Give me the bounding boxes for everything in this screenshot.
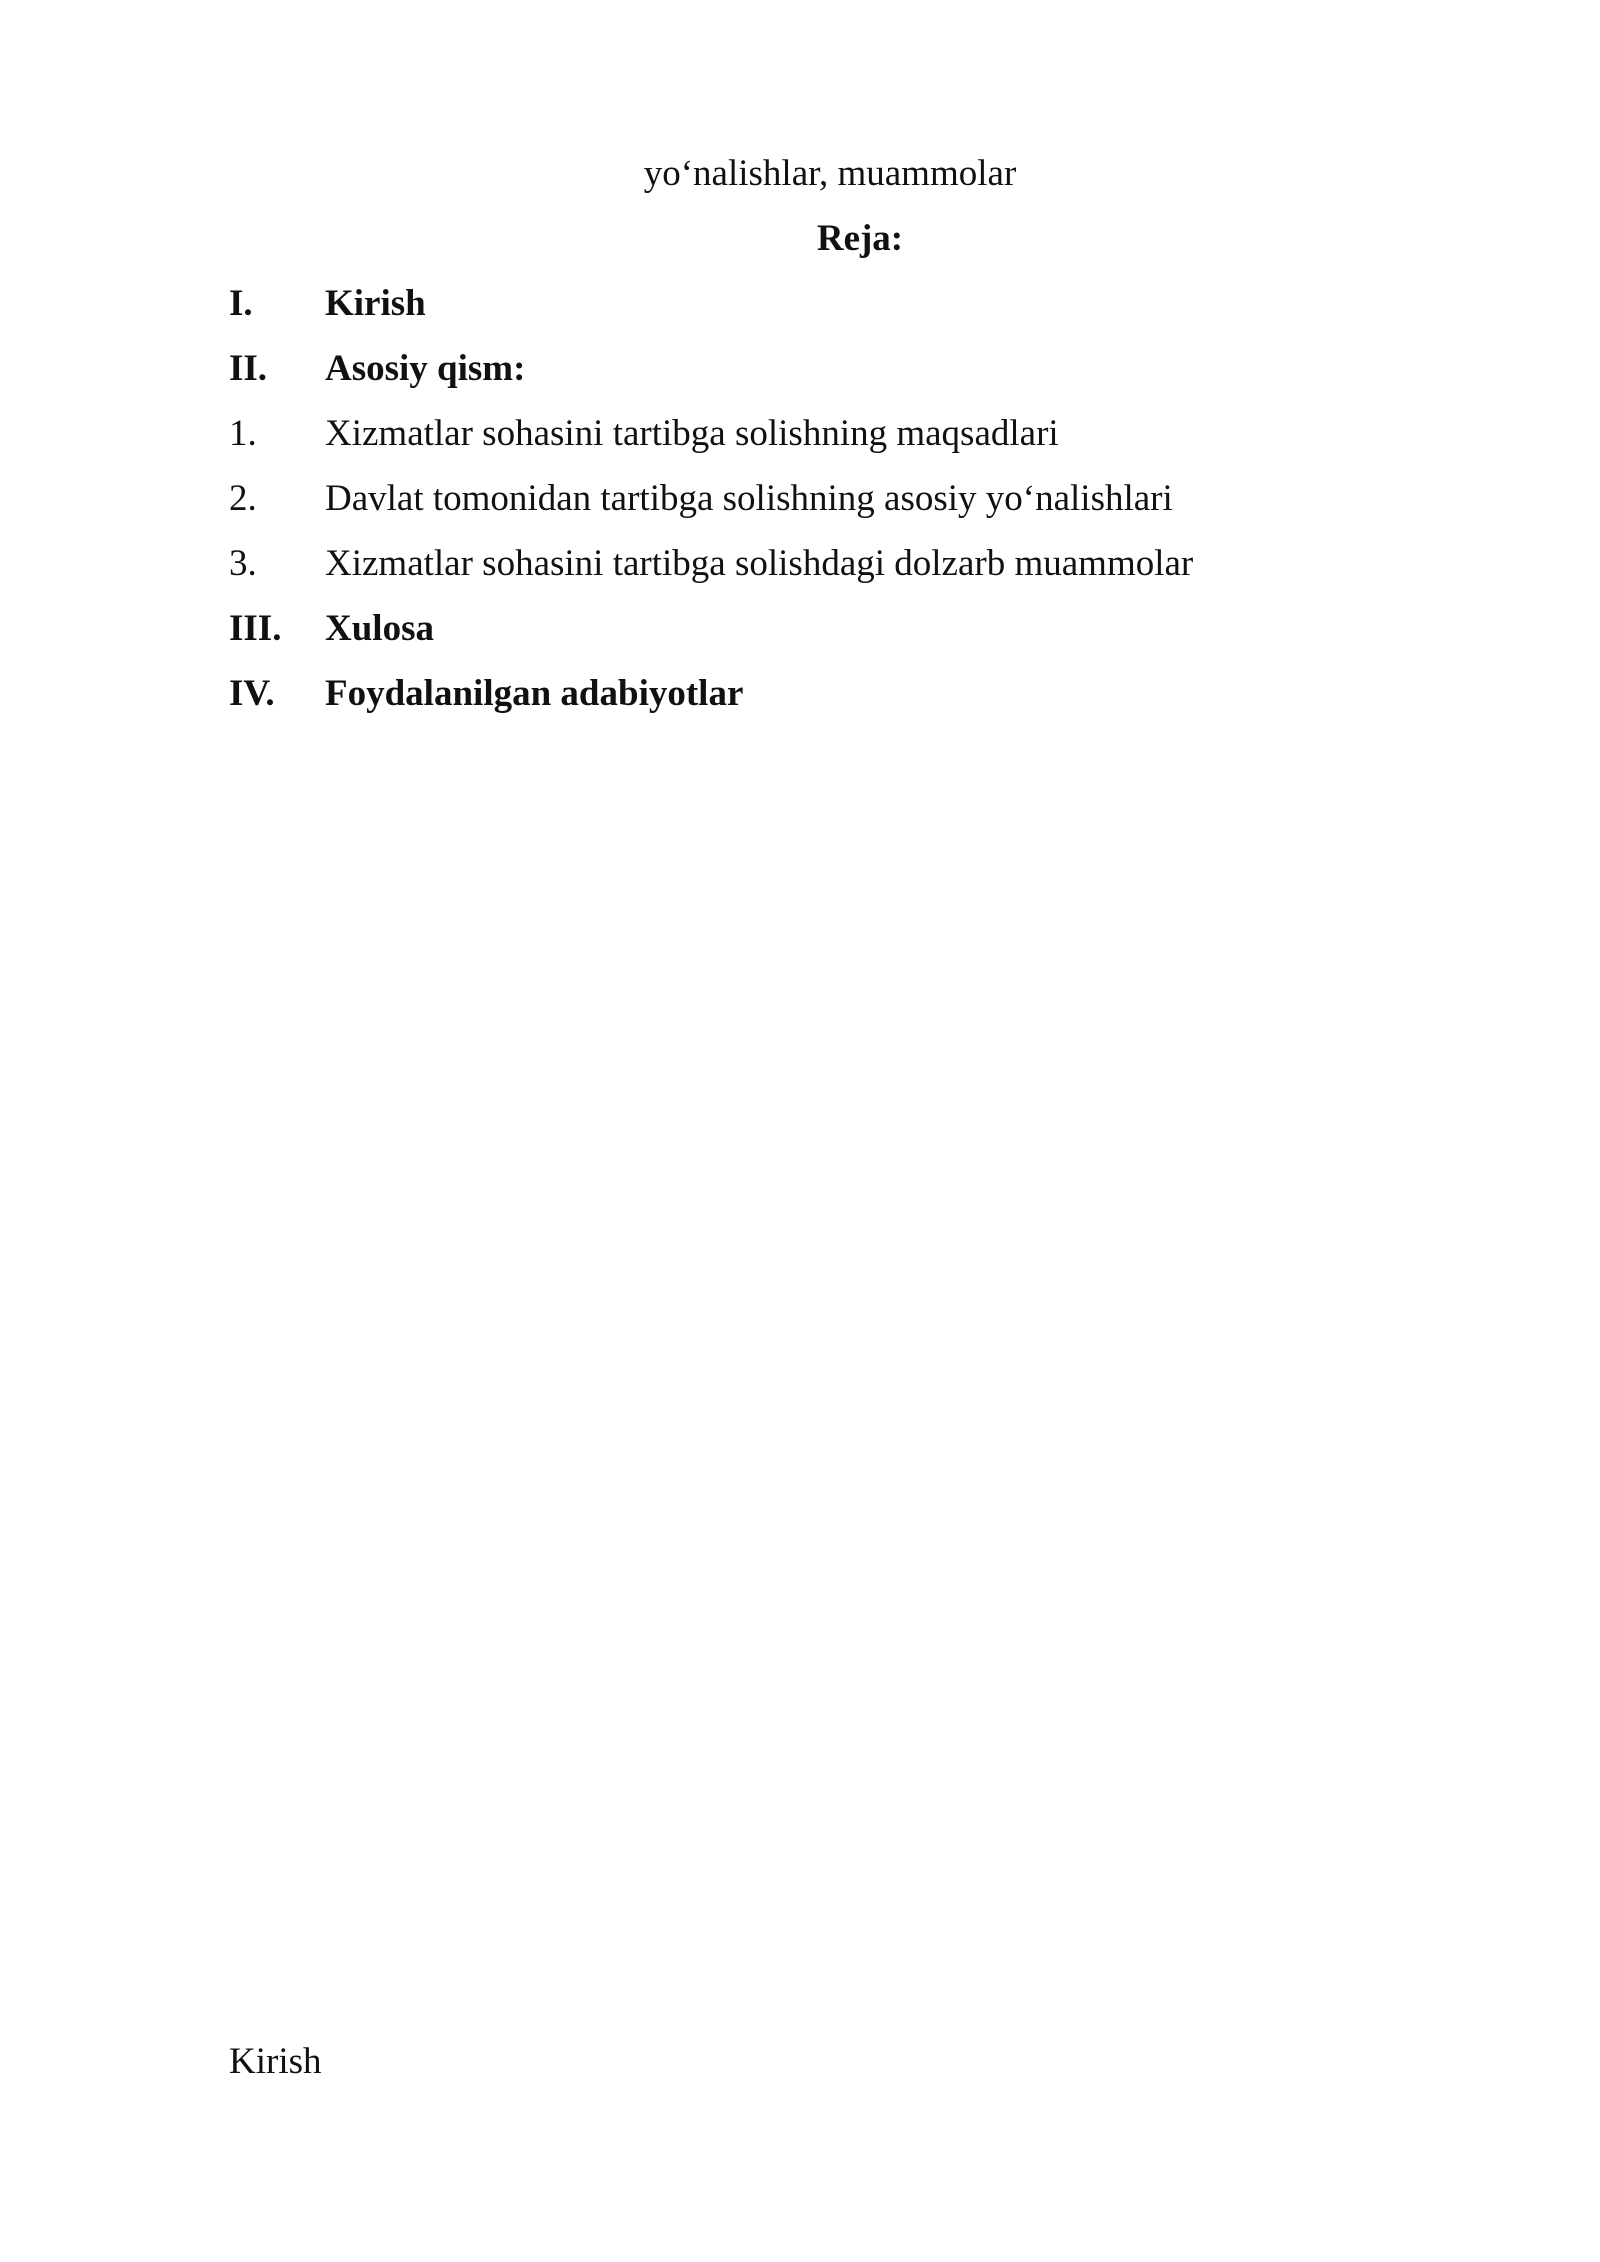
plan-heading: Reja:	[816, 218, 904, 259]
plan-item-number: I.	[229, 283, 253, 324]
plan-item-number: III.	[229, 608, 282, 649]
plan-item-subsection-3	[229, 542, 1193, 607]
plan-item-main-part	[229, 347, 1193, 412]
plan-item-number: IV.	[229, 673, 275, 714]
plan-item-number: 2.	[229, 478, 257, 519]
plan-list	[229, 282, 1193, 737]
plan-item-number: 1.	[229, 413, 257, 454]
plan-item-text: Foydalanilgan adabiyotlar	[325, 673, 744, 714]
plan-item-number: II.	[229, 348, 268, 389]
plan-item-subsection-1	[229, 412, 1193, 477]
plan-item-text: Xizmatlar sohasini tartibga solishning maqsadlari	[325, 413, 1059, 454]
plan-item-number: 3.	[229, 543, 257, 584]
plan-item-references	[229, 672, 1193, 737]
plan-item-text: Davlat tomonidan tartibga solishning asosiy yo‘nalishlari	[325, 478, 1173, 519]
plan-item-text: Asosiy qism:	[325, 348, 526, 389]
section-heading-introduction: Kirish	[229, 2041, 322, 2082]
document-subtitle: yo‘nalishlar, muammolar	[643, 153, 1017, 194]
plan-item-conclusion	[229, 607, 1193, 672]
plan-item-text: Xizmatlar sohasini tartibga solishdagi dolzarb muammolar	[325, 543, 1194, 584]
plan-item-introduction	[229, 282, 1193, 347]
plan-item-text: Kirish	[325, 283, 426, 324]
plan-item-text: Xulosa	[325, 608, 434, 649]
plan-item-subsection-2	[229, 477, 1193, 542]
